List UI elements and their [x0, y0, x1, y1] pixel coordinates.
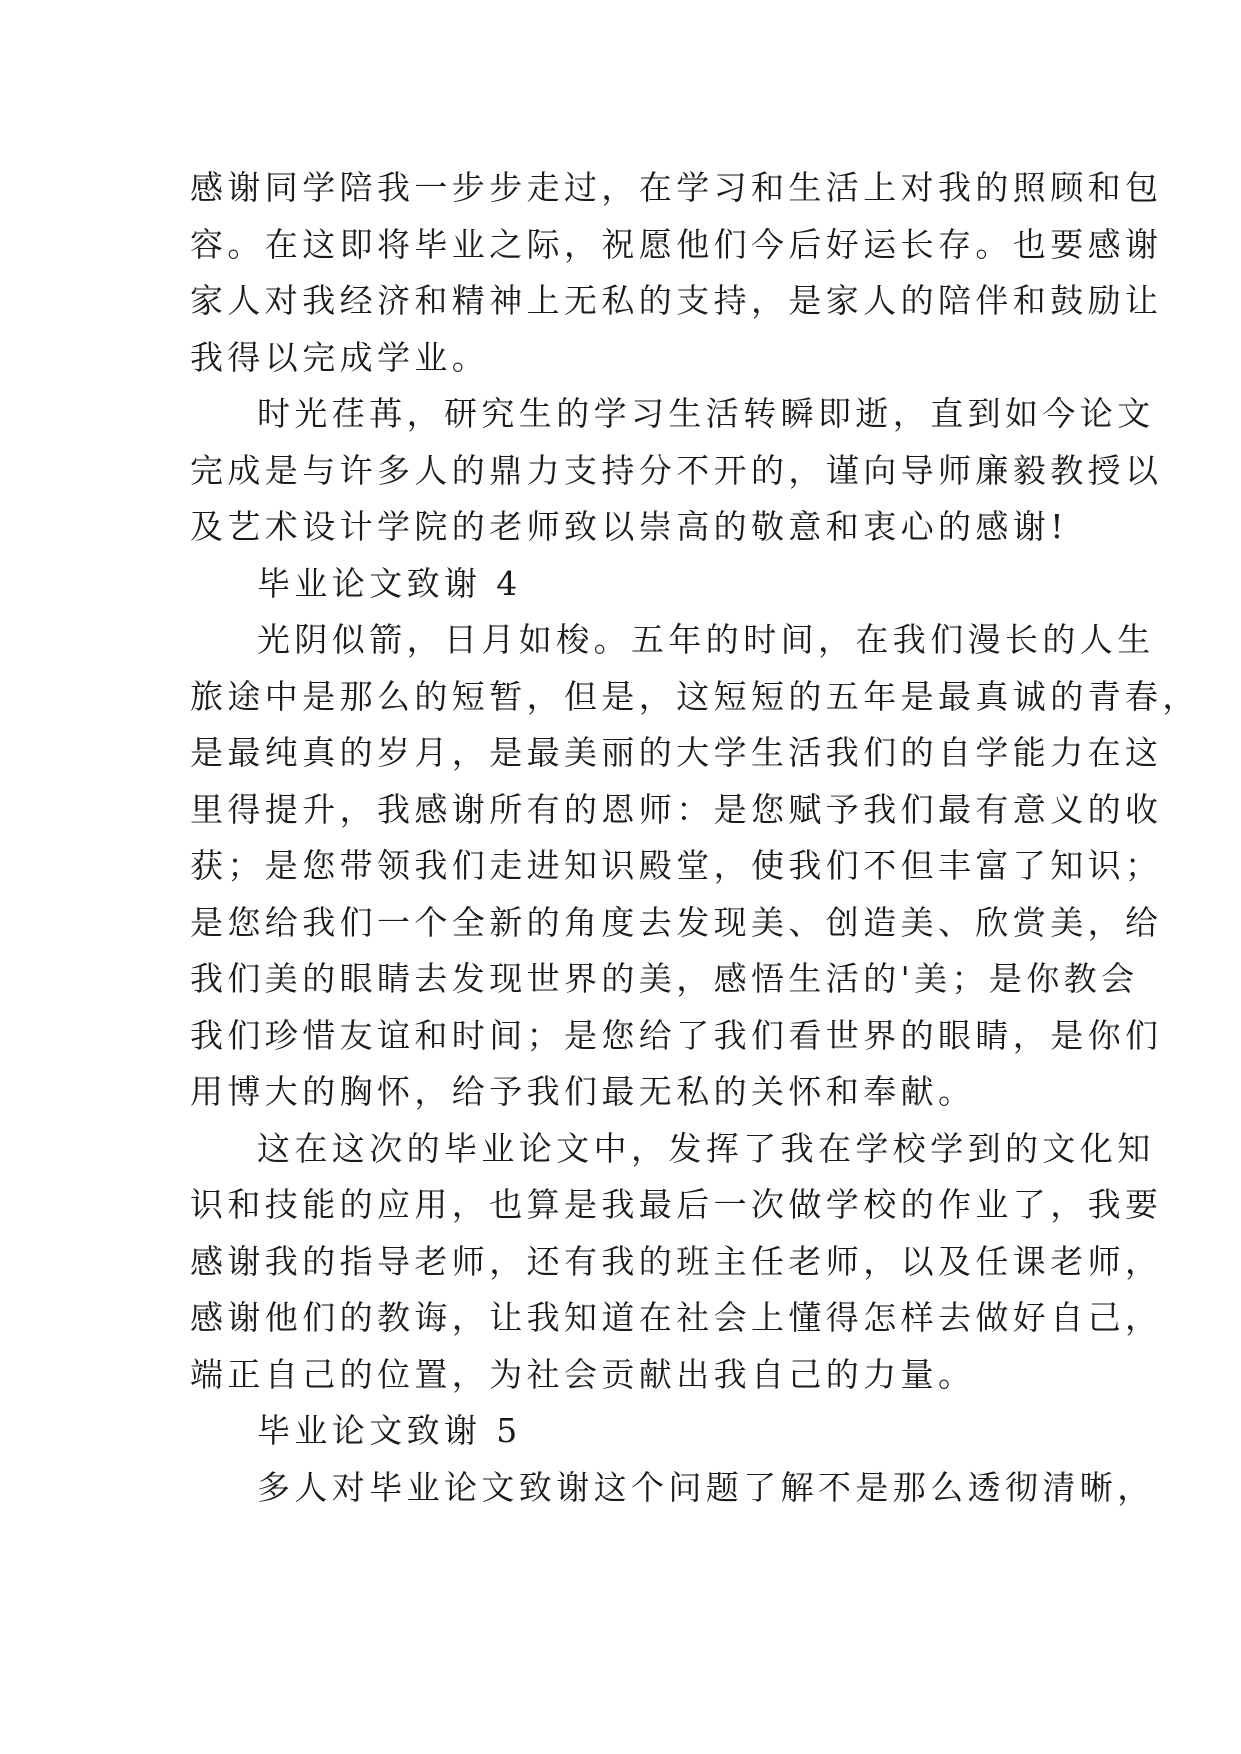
text-line: 家人对我经济和精神上无私的支持，是家人的陪伴和鼓励让: [190, 281, 1163, 320]
text-line: 是最纯真的岁月，是最美丽的大学生活我们的自学能力在这: [190, 733, 1163, 772]
text-line: 获；是您带领我们走进知识殿堂，使我们不但丰富了知识；: [190, 846, 1163, 885]
text-line: 感谢同学陪我一步步走过，在学习和生活上对我的照顾和包: [190, 168, 1163, 207]
paragraph-start-line: 这在这次的毕业论文中，发挥了我在学校学到的文化知: [257, 1128, 1155, 1168]
paragraph-start-line: 光阴似箭，日月如梭。五年的时间，在我们漫长的人生: [257, 620, 1155, 659]
text-line: 我得以完成学业。: [190, 337, 490, 377]
text-line: 容。在这即将毕业之际，祝愿他们今后好运长存。也要感谢: [190, 224, 1163, 264]
paragraph-start-line: 时光荏苒，研究生的学习生活转瞬即逝，直到如今论文: [257, 394, 1155, 433]
section-heading: 毕业论文致谢 5: [257, 1411, 522, 1450]
text-line: 及艺术设计学院的老师致以崇高的敬意和衷心的感谢!: [190, 507, 1068, 546]
text-line: 完成是与许多人的鼎力支持分不开的，谨向导师廉毅教授以: [190, 450, 1163, 490]
text-line: 端正自己的位置，为社会贡献出我自己的力量。: [190, 1354, 976, 1394]
paragraph-start-line: 多人对毕业论文致谢这个问题了解不是那么透彻清晰，: [257, 1467, 1155, 1507]
text-line: 感谢他们的教诲，让我知道在社会上懂得怎样去做好自己，: [190, 1298, 1163, 1337]
document-body: [190, 160, 1200, 1516]
text-line: 我们美的眼睛去发现世界的美，感悟生活的'美；是你教会: [190, 959, 1139, 998]
text-line: 感谢我的指导老师，还有我的班主任老师，以及任课老师，: [190, 1241, 1163, 1281]
text-line: 识和技能的应用，也算是我最后一次做学校的作业了，我要: [190, 1185, 1163, 1224]
section-heading: 毕业论文致谢 4: [257, 563, 522, 603]
text-line: 里得提升，我感谢所有的恩师：是您赋予我们最有意义的收: [190, 789, 1163, 829]
text-line: 旅途中是那么的短暂，但是，这短短的五年是最真诚的青春，: [190, 676, 1200, 716]
text-line: 我们珍惜友谊和时间；是您给了我们看世界的眼睛，是你们: [190, 1015, 1163, 1055]
text-line: 是您给我们一个全新的角度去发现美、创造美、欣赏美，给: [190, 902, 1163, 942]
text-line: 用博大的胸怀，给予我们最无私的关怀和奉献。: [190, 1072, 976, 1111]
